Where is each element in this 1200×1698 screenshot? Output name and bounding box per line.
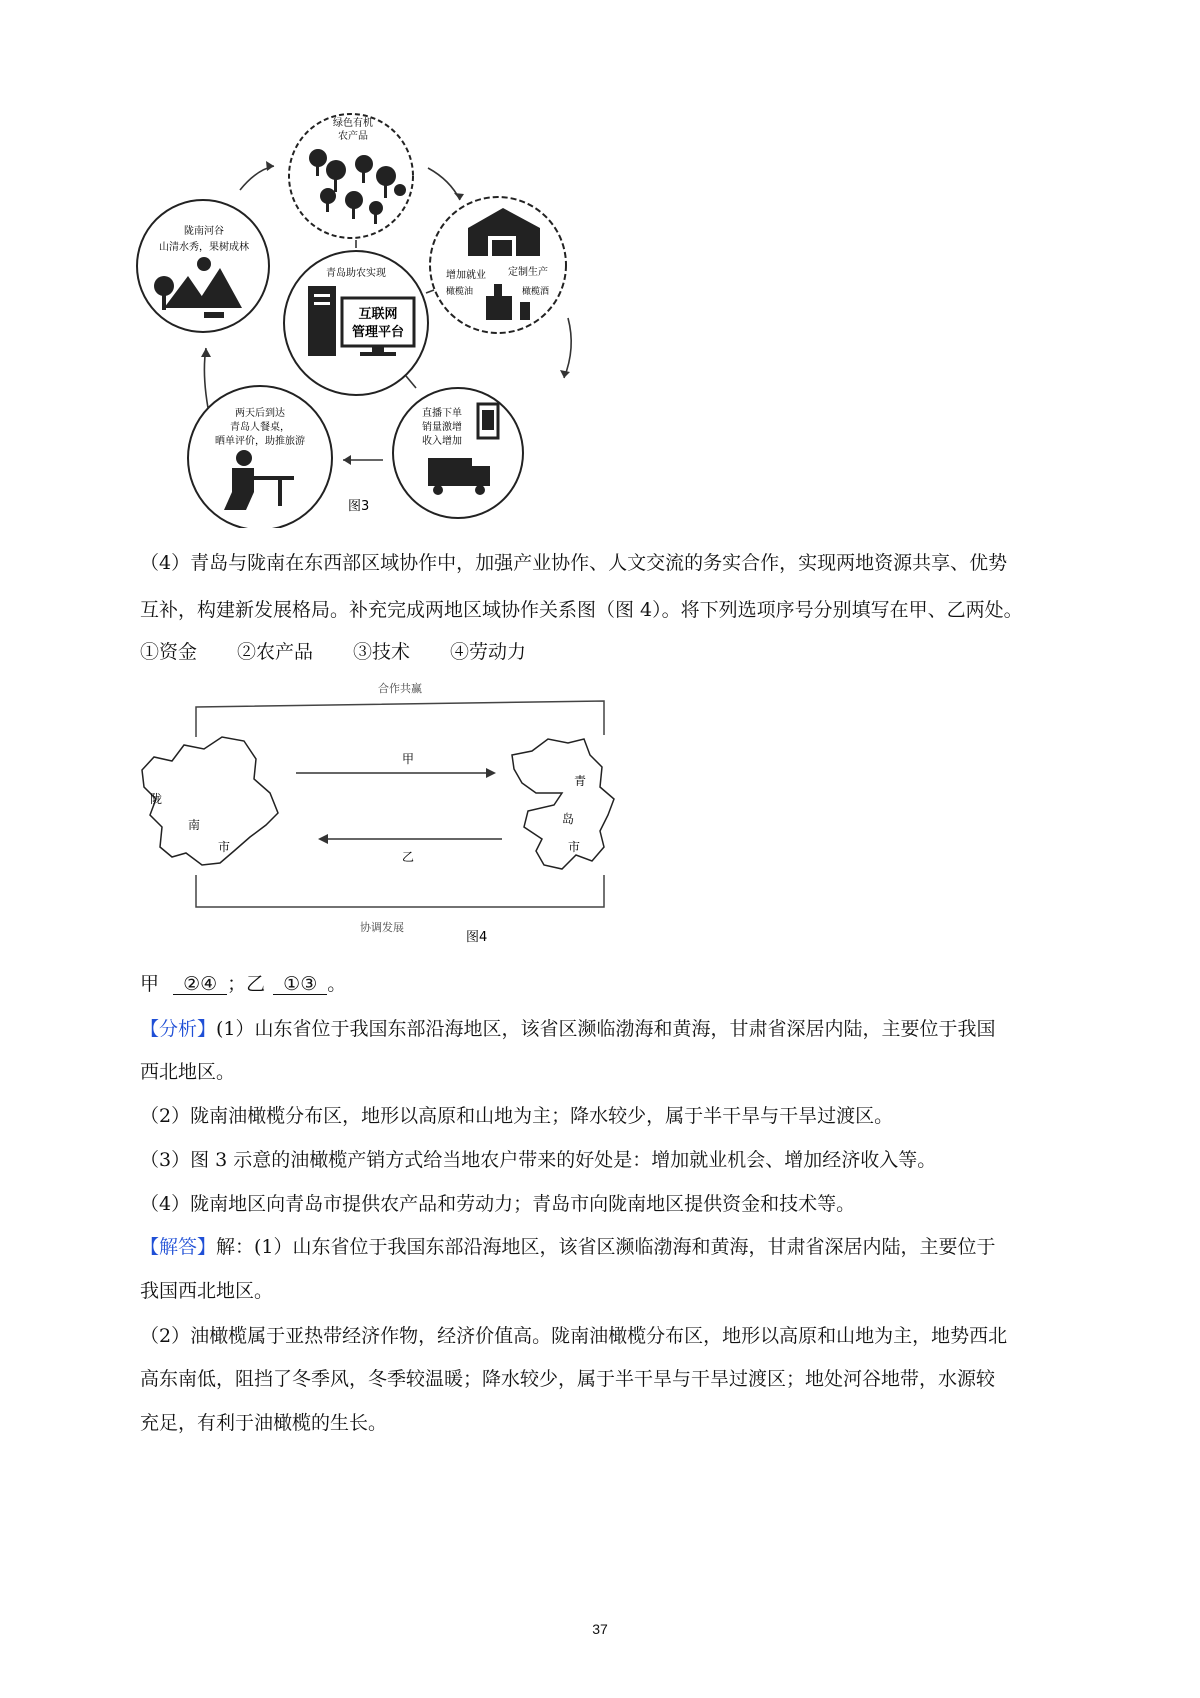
- center-line-1: 青岛助农实现: [326, 268, 386, 279]
- answer-separator: ；: [227, 973, 247, 995]
- left-line-1: 陇南河谷: [184, 226, 224, 237]
- scenery-icon: [154, 257, 242, 318]
- yi-label: 乙: [246, 973, 266, 995]
- option-2: ②农产品: [237, 641, 314, 663]
- longnan-char-1: 陇: [150, 792, 163, 806]
- right-line-4: 橄榄酒: [522, 287, 550, 297]
- page-number: 37: [592, 1621, 608, 1637]
- figure-4-diagram: [132, 675, 692, 945]
- figure-4-caption: 图4: [466, 930, 488, 945]
- bottom-left-line-2: 青岛人餐桌，: [230, 422, 290, 433]
- bottom-relation-label: 协调发展: [360, 921, 404, 934]
- phone-icon: [478, 404, 498, 438]
- question-4-line-2: 互补，构建新发展格局。补充完成两地区域协作关系图（图 4）。将下列选项序号分别填写在甲、乙两处。: [140, 599, 1023, 621]
- solution-p2-line-3: 充足，有利于油橄榄的生长。: [140, 1412, 388, 1434]
- answer-end: 。: [327, 973, 347, 995]
- arrow-jia-head: [486, 768, 496, 778]
- figure-3-diagram: [128, 108, 588, 528]
- left-line-2: 山清水秀，果树成林: [159, 242, 249, 253]
- bottom-right-line-3: 收入增加: [422, 436, 462, 447]
- question-4-line-1: （4）青岛与陇南在东西部区域协作中，加强产业协作、人文交流的务实合作，实现两地资源共享、优势: [140, 552, 1008, 574]
- solution-p2-line-2: 高东南低，阻挡了冬季风，冬季较温暖；降水较少，属于半干旱与干旱过渡区；地处河谷地带，水源较: [140, 1368, 996, 1390]
- jia-label: 甲: [140, 973, 160, 995]
- yi-answer: ①③: [273, 974, 327, 995]
- center-line-3: 管理平台: [351, 325, 405, 340]
- qingdao-char-2: 岛: [562, 812, 575, 826]
- analysis-p4: （4）陇南地区向青岛市提供农产品和劳动力；青岛市向陇南地区提供资金和技术等。: [140, 1193, 856, 1215]
- arrow-yi-head: [318, 834, 328, 844]
- arrow-head: [266, 161, 274, 171]
- option-1: ①资金: [140, 641, 198, 663]
- bottom-left-line-3: 晒单评价，助推旅游: [215, 436, 305, 447]
- figure-3-caption: 图3: [348, 499, 370, 514]
- diner-icon: [224, 450, 294, 510]
- analysis-p3: （3）图 3 示意的油橄榄产销方式给当地农户带来的好处是：增加就业机会、增加经济收入等。: [140, 1149, 937, 1171]
- longnan-char-2: 南: [188, 818, 201, 832]
- longnan-char-3: 市: [218, 840, 231, 854]
- analysis-tag: 【分析】: [140, 1018, 217, 1040]
- qingdao-char-3: 市: [568, 840, 581, 854]
- bottom-right-line-2: 销量激增: [422, 422, 462, 433]
- factory-icon: [468, 208, 540, 320]
- arrow-head: [201, 348, 211, 357]
- analysis-p1-line-1: [140, 1017, 1070, 1041]
- arrow-jia-label: 甲: [401, 752, 415, 766]
- analysis-p2: （2）陇南油橄榄分布区，地形以高原和山地为主；降水较少，属于半干旱与干旱过渡区。: [140, 1105, 894, 1127]
- top-line-1: 绿色有机: [333, 118, 373, 129]
- jia-answer: ②④: [173, 974, 227, 995]
- qingdao-char-1: 青: [574, 774, 587, 788]
- answer-line: [140, 972, 1070, 996]
- top-relation-label: 合作共赢: [378, 682, 422, 695]
- right-line-1: 增加就业: [446, 270, 486, 281]
- truck-icon: [428, 458, 490, 495]
- solution-p1-text: 解：(1）山东省位于我国东部沿海地区，该省区濒临渤海和黄海，甘肃省深居内陆，主要位于: [216, 1236, 996, 1258]
- analysis-p1-text: (1）山东省位于我国东部沿海地区，该省区濒临渤海和黄海，甘肃省深居内陆，主要位于我国: [216, 1018, 996, 1040]
- longnan-map-outline: [142, 737, 278, 865]
- option-4: ④劳动力: [450, 641, 527, 663]
- solution-p2-line-1: （2）油橄榄属于亚热带经济作物，经济价值高。陇南油橄榄分布区，地形以高原和山地为主，地势西北: [140, 1325, 1008, 1347]
- analysis-p1-line-2: 西北地区。: [140, 1061, 236, 1083]
- arrow-yi-label: 乙: [401, 850, 415, 864]
- solution-p1-line-2: 我国西北地区。: [140, 1280, 274, 1302]
- right-line-3: 橄榄油: [446, 287, 474, 297]
- bottom-left-line-1: 两天后到达: [235, 408, 285, 419]
- bottom-right-line-1: 直播下单: [422, 408, 462, 419]
- center-line-2: 互联网: [358, 307, 398, 322]
- solution-tag: 【解答】: [140, 1236, 217, 1258]
- options-line: [140, 640, 1070, 664]
- solution-p1-line-1: [140, 1235, 1070, 1259]
- top-line-2: 农产品: [338, 131, 368, 142]
- arrow-head: [560, 370, 570, 378]
- arrow-head: [343, 455, 351, 465]
- qingdao-map-outline: [512, 739, 614, 869]
- trees-icon: [309, 149, 406, 224]
- option-3: ③技术: [353, 641, 411, 663]
- right-line-2: 定制生产: [508, 267, 548, 278]
